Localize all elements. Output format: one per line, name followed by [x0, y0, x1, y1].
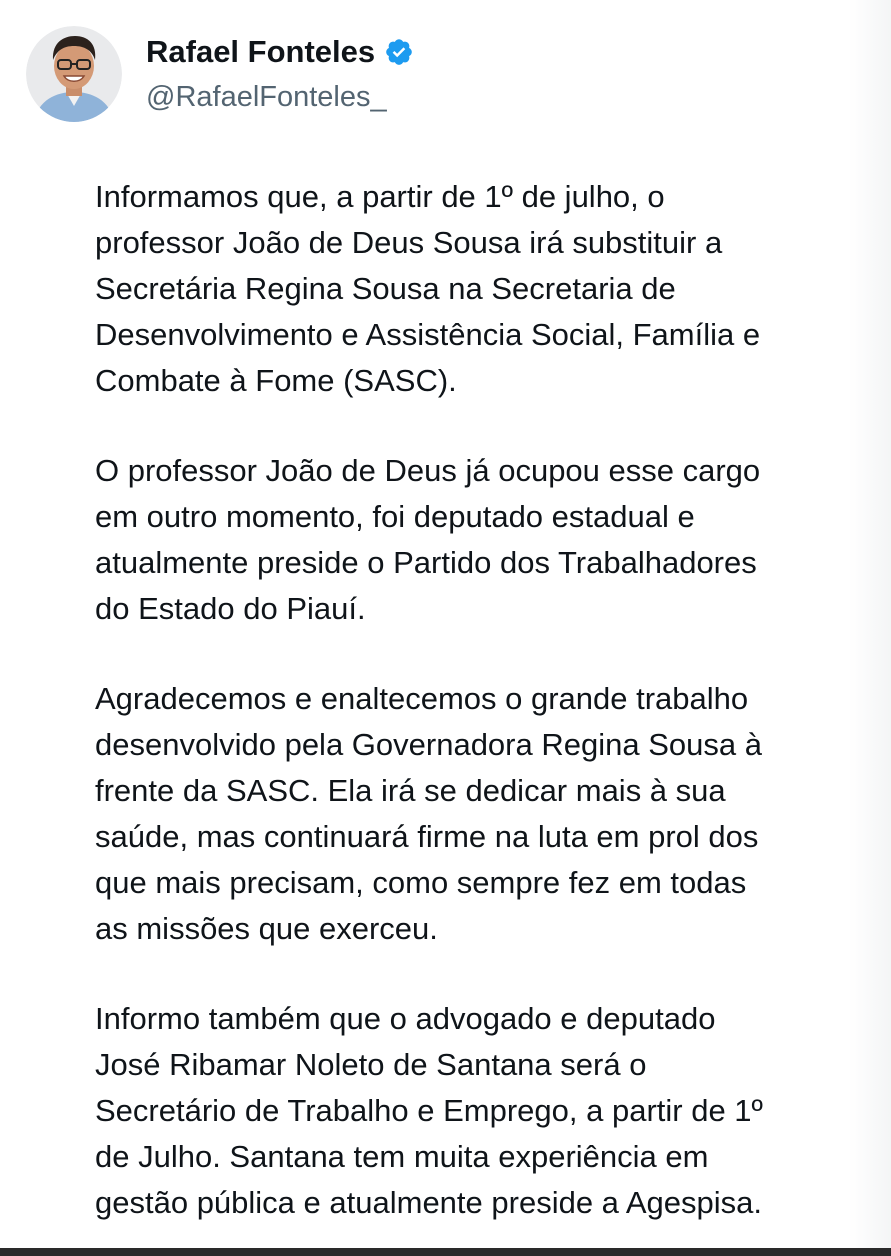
- text-line: frente da SASC. Ela irá se dedicar mais à sua: [95, 773, 726, 808]
- text-line: que mais precisam, como sempre fez em todas: [95, 865, 747, 900]
- author-handle[interactable]: @RafaelFonteles_: [146, 81, 387, 113]
- text-line: Agradecemos e enaltecemos o grande trabalho: [95, 681, 749, 716]
- edge-shade: [849, 0, 891, 1256]
- text-line: O professor João de Deus já ocupou esse cargo: [95, 453, 761, 488]
- text-line: do Estado do Piauí.: [95, 591, 366, 626]
- text-line: desenvolvido pela Governadora Regina Sousa à: [95, 727, 762, 762]
- text-line: Combate à Fome (SASC).: [95, 363, 457, 398]
- author-names: [146, 32, 414, 116]
- avatar[interactable]: [26, 26, 122, 122]
- tweet-paragraph: [95, 448, 855, 632]
- tweet-paragraph: [95, 174, 855, 404]
- name-row: [146, 32, 414, 72]
- text-line: Secretária Regina Sousa na Secretaria de: [95, 271, 676, 306]
- text-line: Desenvolvimento e Assistência Social, Família e: [95, 317, 761, 352]
- text-line: professor João de Deus Sousa irá substituir a: [95, 225, 723, 260]
- tweet-paragraph: [95, 676, 855, 952]
- tweet-header: [26, 27, 414, 121]
- text-line: as missões que exerceu.: [95, 911, 438, 946]
- verified-badge-icon: [384, 37, 414, 67]
- text-line: José Ribamar Noleto de Santana será o: [95, 1047, 647, 1082]
- text-line: Informamos que, a partir de 1º de julho, o: [95, 179, 665, 214]
- tweet-text: [95, 174, 855, 1226]
- avatar-image: [26, 26, 122, 122]
- tweet-paragraph: [95, 996, 855, 1226]
- text-line: saúde, mas continuará firme na luta em prol dos: [95, 819, 759, 854]
- text-line: Informo também que o advogado e deputado: [95, 1001, 716, 1036]
- author-display-name[interactable]: Rafael Fonteles: [146, 34, 376, 69]
- text-line: Secretário de Trabalho e Emprego, a partir de 1º: [95, 1093, 763, 1128]
- bottom-border: [0, 1248, 891, 1256]
- text-line: de Julho. Santana tem muita experiência em: [95, 1139, 709, 1174]
- text-line: em outro momento, foi deputado estadual e: [95, 499, 695, 534]
- text-line: gestão pública e atualmente preside a Agespisa.: [95, 1185, 762, 1220]
- text-line: atualmente preside o Partido dos Trabalhadores: [95, 545, 757, 580]
